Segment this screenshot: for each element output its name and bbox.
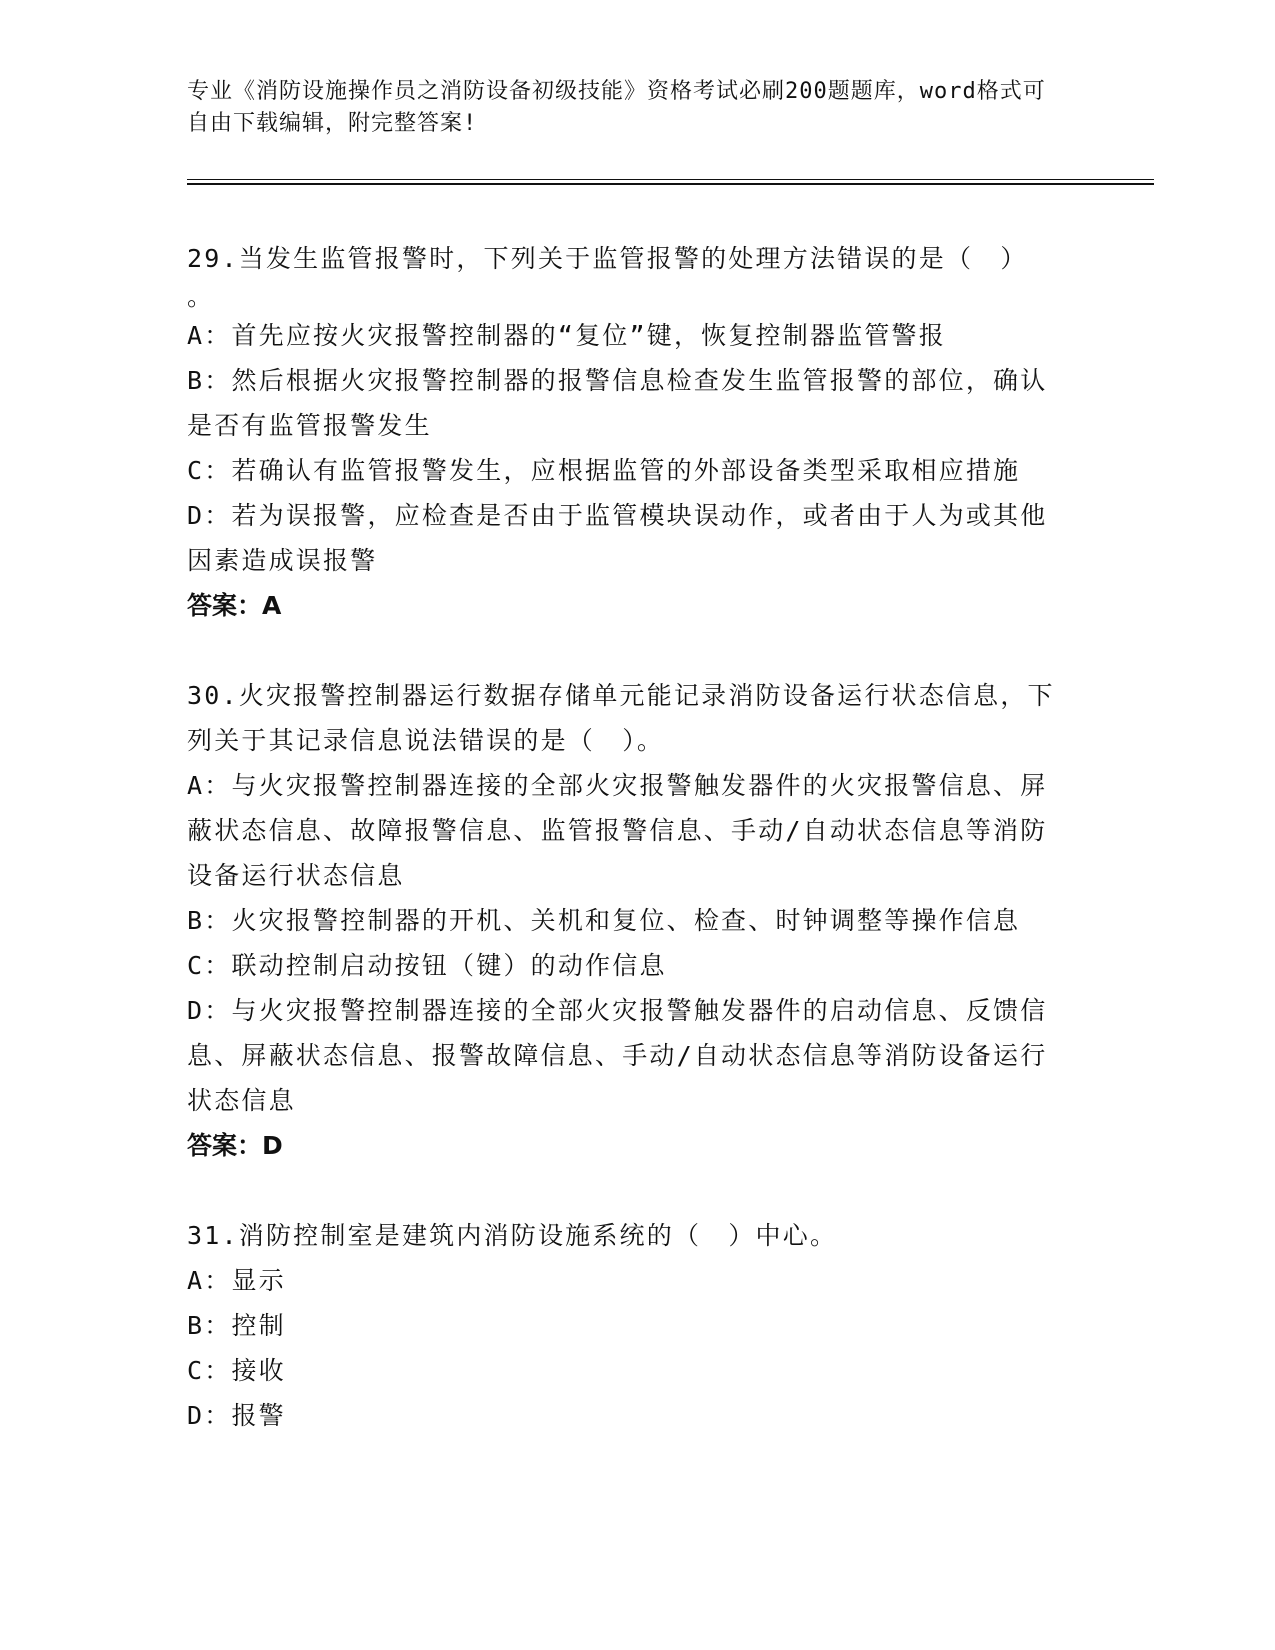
header-rule-thick [187,183,1154,185]
question-30 [187,673,1067,1168]
option-a: A：显示 [187,1266,286,1295]
question-stem-end: 。 [187,282,215,311]
answer-line: 答案：D [187,1131,283,1160]
option-c: C：接收 [187,1356,286,1385]
question-stem: 29.当发生监管报警时，下列关于监管报警的处理方法错误的是（ ） [187,244,1028,273]
document-header: 专业《消防设施操作员之消防设备初级技能》资格考试必刷200题题库，word格式可自由下载编辑，附完整答案! [187,79,1046,136]
option-c: C：若确认有监管报警发生，应根据监管的外部设备类型采取相应措施 [187,456,1021,485]
option-d: D：若为误报警，应检查是否由于监管模块误动作，或者由于人为或其他因素造成误报警 [187,501,1048,575]
option-a: A：与火灾报警控制器连接的全部火灾报警触发器件的火灾报警信息、屏蔽状态信息、故障报警信息、监管报警信息、手动/自动状态信息等消防设备运行状态信息 [187,771,1048,890]
option-b: B：控制 [187,1311,286,1340]
option-d: D：报警 [187,1401,286,1430]
option-a: A：首先应按火灾报警控制器的“复位”键，恢复控制器监管警报 [187,321,946,350]
question-31 [187,1213,1067,1438]
question-29 [187,236,1067,628]
header-rule-thin [187,179,1154,180]
answer-line: 答案：A [187,591,282,620]
question-stem: 31.消防控制室是建筑内消防设施系统的（ ）中心。 [187,1221,838,1250]
question-stem: 30.火灾报警控制器运行数据存储单元能记录消防设备运行状态信息，下列关于其记录信息说法错误的是（ ）。 [187,681,1055,755]
option-c: C：联动控制启动按钮（键）的动作信息 [187,951,667,980]
option-d: D：与火灾报警控制器连接的全部火灾报警触发器件的启动信息、反馈信息、屏蔽状态信息、报警故障信息、手动/自动状态信息等消防设备运行状态信息 [187,996,1048,1115]
option-b: B：火灾报警控制器的开机、关机和复位、检查、时钟调整等操作信息 [187,906,1021,935]
question-list [187,236,1067,1483]
option-b: B：然后根据火灾报警控制器的报警信息检查发生监管报警的部位，确认是否有监管报警发生 [187,366,1048,440]
